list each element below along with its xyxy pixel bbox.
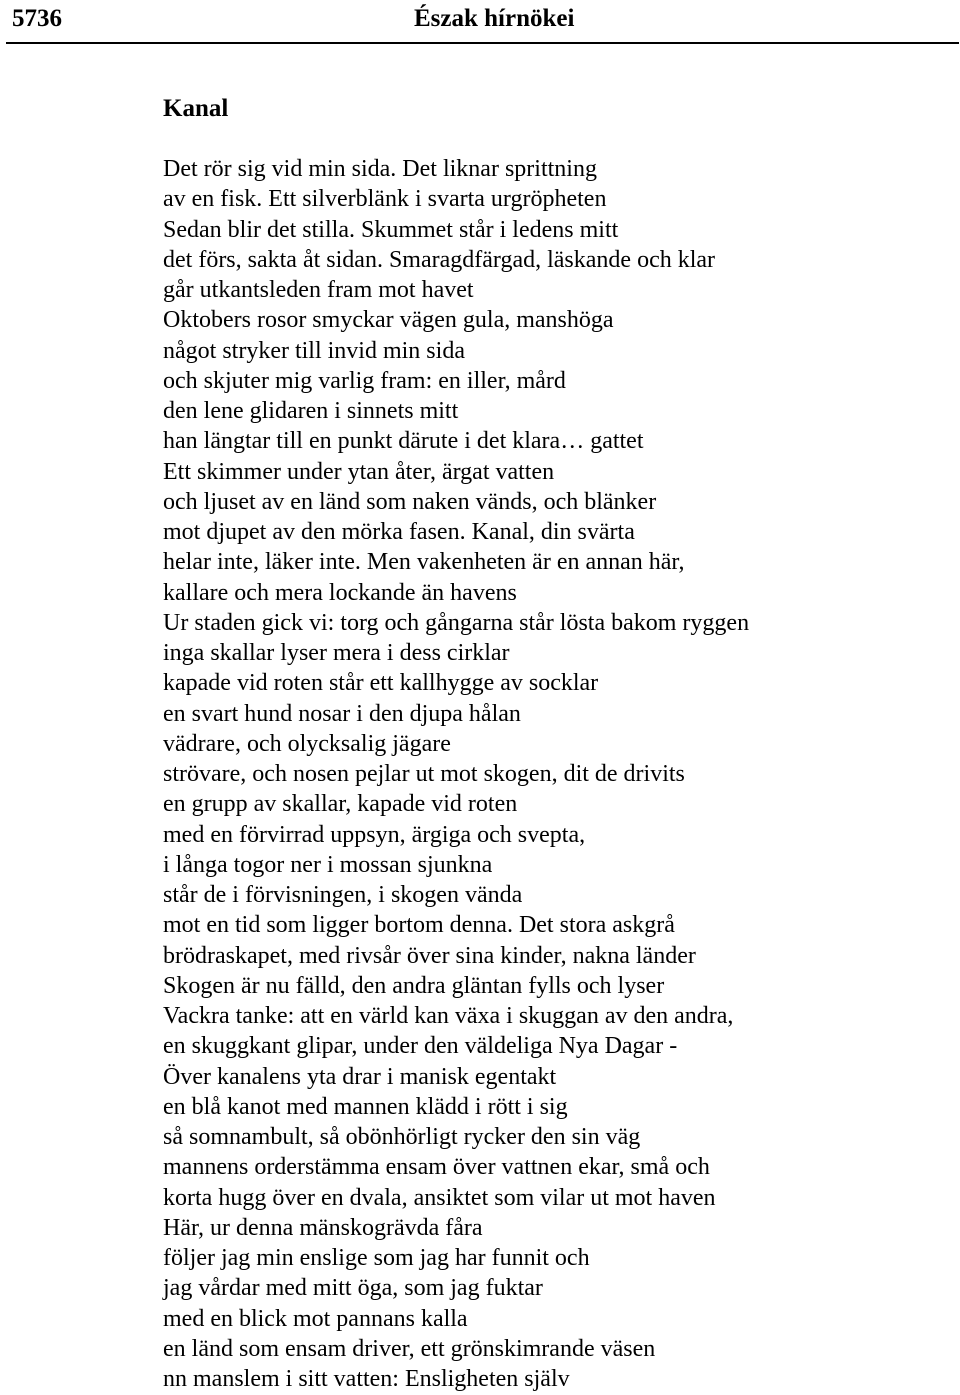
poem-line: nn manslem i sitt vatten: Ensligheten själv <box>163 1366 570 1392</box>
poem-line: Skogen är nu fälld, den andra gläntan fylls och lyser <box>163 972 665 999</box>
poem-line: Vackra tanke: att en värld kan växa i skuggan av den andra, <box>163 1003 734 1029</box>
poem-line: med en blick mot pannans kalla <box>163 1305 468 1332</box>
poem-line: Här, ur denna mänskogrävda fåra <box>163 1214 483 1241</box>
poem-body <box>163 154 943 1394</box>
poem-line: kallare och mera lockande än havens <box>163 579 517 606</box>
poem-line: den lene glidaren i sinnets mitt <box>163 398 459 424</box>
poem-line: kapade vid roten står ett kallhygge av socklar <box>163 670 599 697</box>
poem-line: går utkantsleden fram mot havet <box>163 277 474 303</box>
poem-line: mannens orderstämma ensam över vattnen ekar, små och <box>163 1154 710 1181</box>
poem-line: med en förvirrad uppsyn, ärgiga och svepta, <box>163 821 586 848</box>
poem-title: Kanal <box>163 95 229 122</box>
poem-line: det förs, sakta åt sidan. Smaragdfärgad, läskande och klar <box>163 246 716 273</box>
poem-line: och ljuset av en länd som naken vänds, och blänker <box>163 488 657 515</box>
poem-line: brödraskapet, med rivsår över sina kinder, nakna länder <box>163 942 696 969</box>
poem-line: så somnambult, så obönhörligt rycker den sin väg <box>163 1124 641 1150</box>
poem-line: korta hugg över en dvala, ansiktet som vilar ut mot haven <box>163 1184 716 1211</box>
poem-line: av en fisk. Ett silverblänk i svarta urgröpheten <box>163 186 607 213</box>
poem-line: följer jag min enslige som jag har funnit och <box>163 1245 590 1271</box>
poem-line: något stryker till invid min sida <box>163 337 465 364</box>
page-number: 5736 <box>12 5 62 32</box>
poem-line: Ur staden gick vi: torg och gångarna står lösta bakom ryggen <box>163 609 750 636</box>
poem-line: inga skallar lyser mera i dess cirklar <box>163 640 510 666</box>
header-rule <box>6 42 959 44</box>
running-title: Észak hírnökei <box>414 5 575 32</box>
poem-line: en skuggkant glipar, under den väldeliga Nya Dagar - <box>163 1033 678 1060</box>
poem-line: strövare, och nosen pejlar ut mot skogen, dit de drivits <box>163 761 685 787</box>
page-header <box>0 0 960 44</box>
poem-line: Det rör sig vid min sida. Det liknar sprittning <box>163 156 597 182</box>
poem-line: han längtar till en punkt därute i det klara… gattet <box>163 428 644 455</box>
poem-line: en länd som ensam driver, ett grönskimrande väsen <box>163 1335 656 1362</box>
poem-line: en svart hund nosar i den djupa hålan <box>163 700 521 727</box>
poem-line: Över kanalens yta drar i manisk egentakt <box>163 1063 557 1090</box>
poem-line: en blå kanot med mannen klädd i rött i sig <box>163 1093 568 1120</box>
poem-line: Sedan blir det stilla. Skummet står i ledens mitt <box>163 216 619 243</box>
poem-line: i långa togor ner i mossan sjunkna <box>163 851 493 878</box>
poem-line: Ett skimmer under ytan åter, ärgat vatten <box>163 458 555 485</box>
poem-line: står de i förvisningen, i skogen vända <box>163 882 523 908</box>
poem-line: mot en tid som ligger bortom denna. Det stora askgrå <box>163 912 675 939</box>
poem-line: Oktobers rosor smyckar vägen gula, manshöga <box>163 307 614 334</box>
poem-line: mot djupet av den mörka fasen. Kanal, din svärta <box>163 519 635 545</box>
poem-line: jag vårdar med mitt öga, som jag fuktar <box>163 1275 543 1302</box>
poem-line: helar inte, läker inte. Men vakenheten är en annan här, <box>163 549 685 576</box>
poem-line: och skjuter mig varlig fram: en iller, mård <box>163 367 566 394</box>
poem-line: en grupp av skallar, kapade vid roten <box>163 791 518 818</box>
poem-line: vädrare, och olycksalig jägare <box>163 730 451 757</box>
